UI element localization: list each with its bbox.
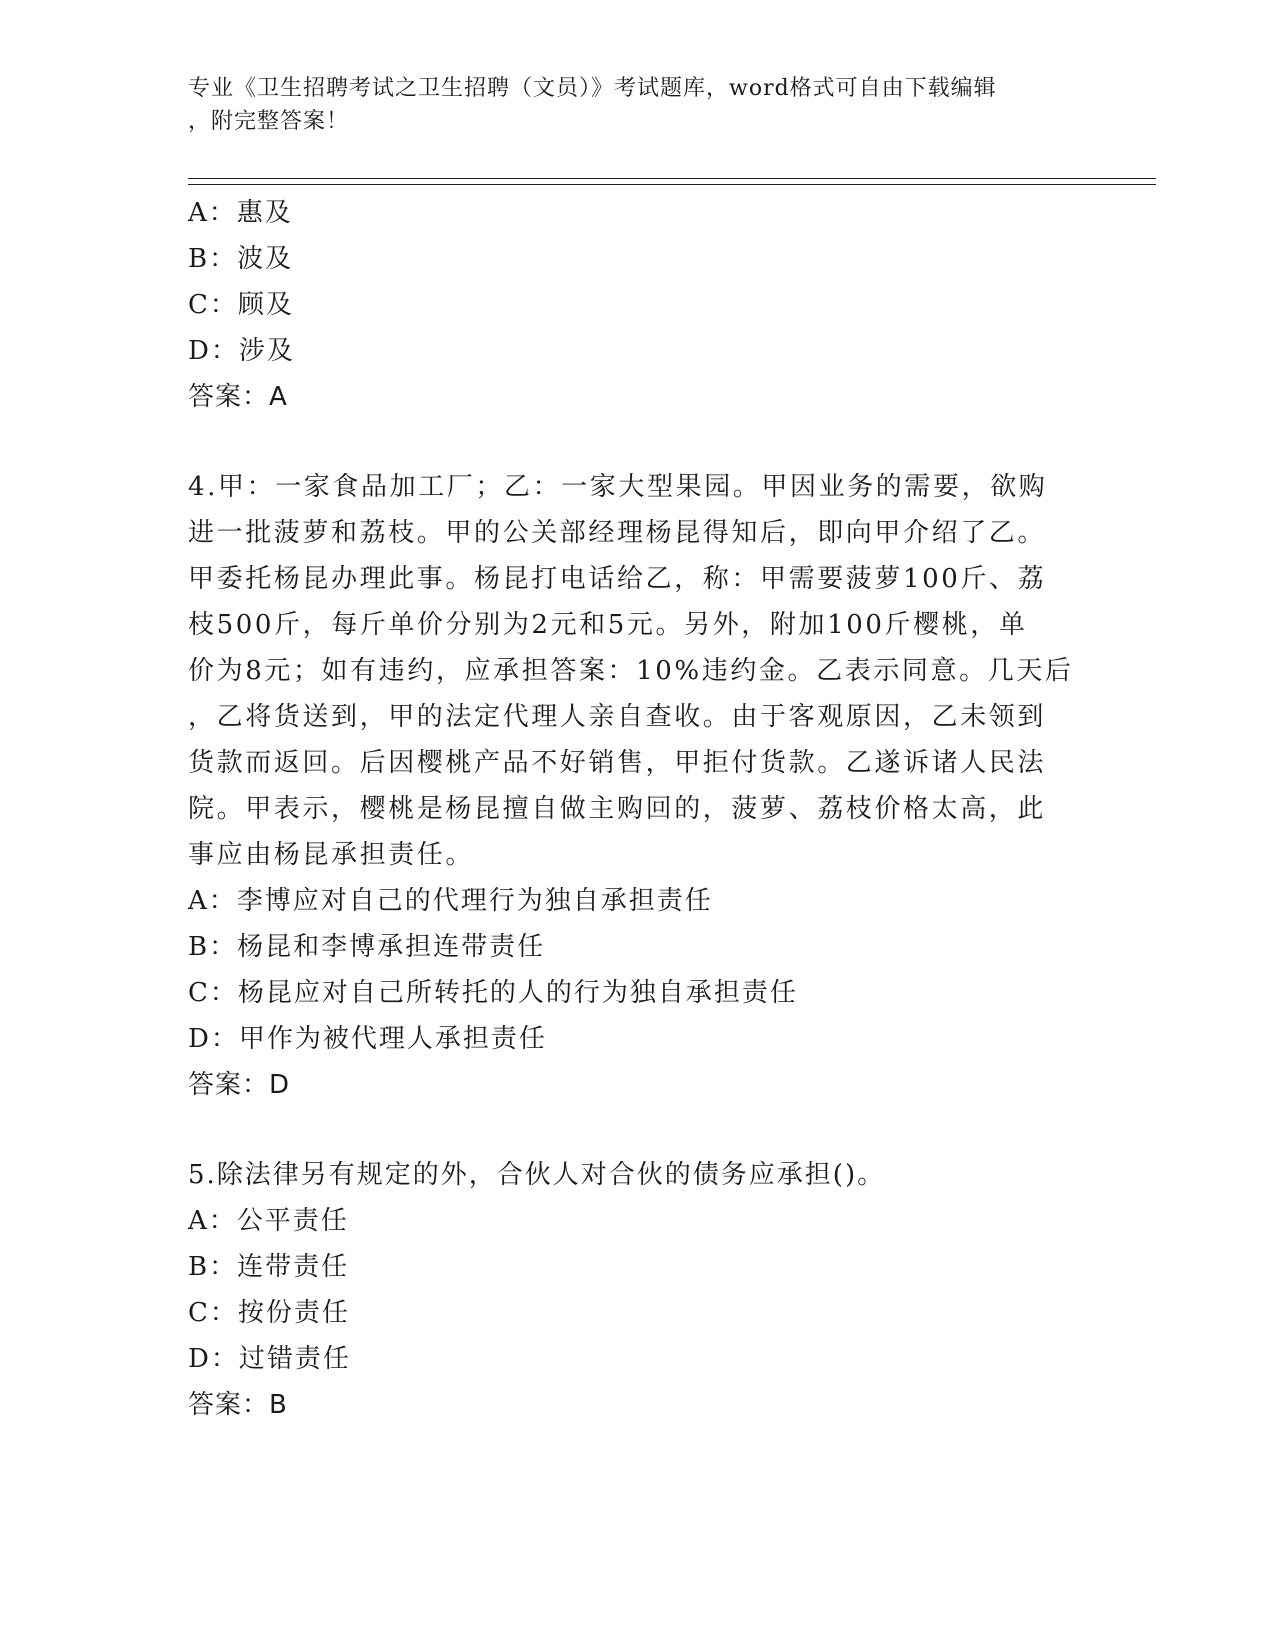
stem-line: 进一批菠萝和荔枝。甲的公关部经理杨昆得知后，即向甲介绍了乙。 <box>188 518 1047 548</box>
stem-line: ，乙将货送到，甲的法定代理人亲自查收。由于客观原因，乙未领到 <box>188 702 1047 732</box>
question-5 <box>188 1152 1088 1428</box>
option-b: B：连带责任 <box>188 1252 350 1282</box>
answer-line: 答案：D <box>188 1070 291 1100</box>
question-stem: 5.除法律另有规定的外，合伙人对合伙的债务应承担()。 <box>188 1160 886 1190</box>
header-rule-top <box>188 178 1156 179</box>
header-line-1: 专业《卫生招聘考试之卫生招聘（文员）》考试题库，word格式可自由下载编辑 <box>188 76 997 101</box>
stem-line: 院。甲表示，樱桃是杨昆擅自做主购回的，菠萝、荔枝价格太高，此 <box>188 794 1047 824</box>
option-d: D：过错责任 <box>188 1344 351 1374</box>
answer-line: 答案：A <box>188 382 288 412</box>
document-header <box>188 72 1068 138</box>
stem-line: 甲委托杨昆办理此事。杨昆打电话给乙，称：甲需要菠萝100斤、荔 <box>188 564 1047 594</box>
option-c: C：杨昆应对自己所转托的人的行为独自承担责任 <box>188 978 798 1008</box>
stem-line: 价为8元；如有违约，应承担答案：10%违约金。乙表示同意。几天后 <box>188 656 1074 686</box>
option-a: A：惠及 <box>188 198 293 228</box>
stem-line: 货款而返回。后因樱桃产品不好销售，甲拒付货款。乙遂诉诸人民法 <box>188 748 1047 778</box>
spacer <box>188 1108 1088 1152</box>
spacer <box>188 420 1088 464</box>
answer-line: 答案：B <box>188 1390 288 1420</box>
stem-line: 4.甲：一家食品加工厂；乙：一家大型果园。甲因业务的需要，欲购 <box>188 472 1048 502</box>
header-rule-bottom <box>188 184 1156 185</box>
document-body <box>188 190 1088 1428</box>
option-b: B：波及 <box>188 244 294 274</box>
question-stem <box>188 464 1074 878</box>
question-3 <box>188 190 1088 420</box>
header-line-2: ，附完整答案！ <box>188 109 350 134</box>
option-d: D：涉及 <box>188 336 295 366</box>
option-c: C：顾及 <box>188 290 294 320</box>
question-4 <box>188 464 1088 1108</box>
stem-line: 枝500斤，每斤单价分别为2元和5元。另外，附加100斤樱桃，单 <box>188 610 1028 640</box>
option-a: A：公平责任 <box>188 1206 349 1236</box>
option-d: D：甲作为被代理人承担责任 <box>188 1024 547 1054</box>
option-a: A：李博应对自己的代理行为独自承担责任 <box>188 886 713 916</box>
option-b: B：杨昆和李博承担连带责任 <box>188 932 546 962</box>
option-c: C：按份责任 <box>188 1298 350 1328</box>
stem-line: 事应由杨昆承担责任。 <box>188 840 475 870</box>
